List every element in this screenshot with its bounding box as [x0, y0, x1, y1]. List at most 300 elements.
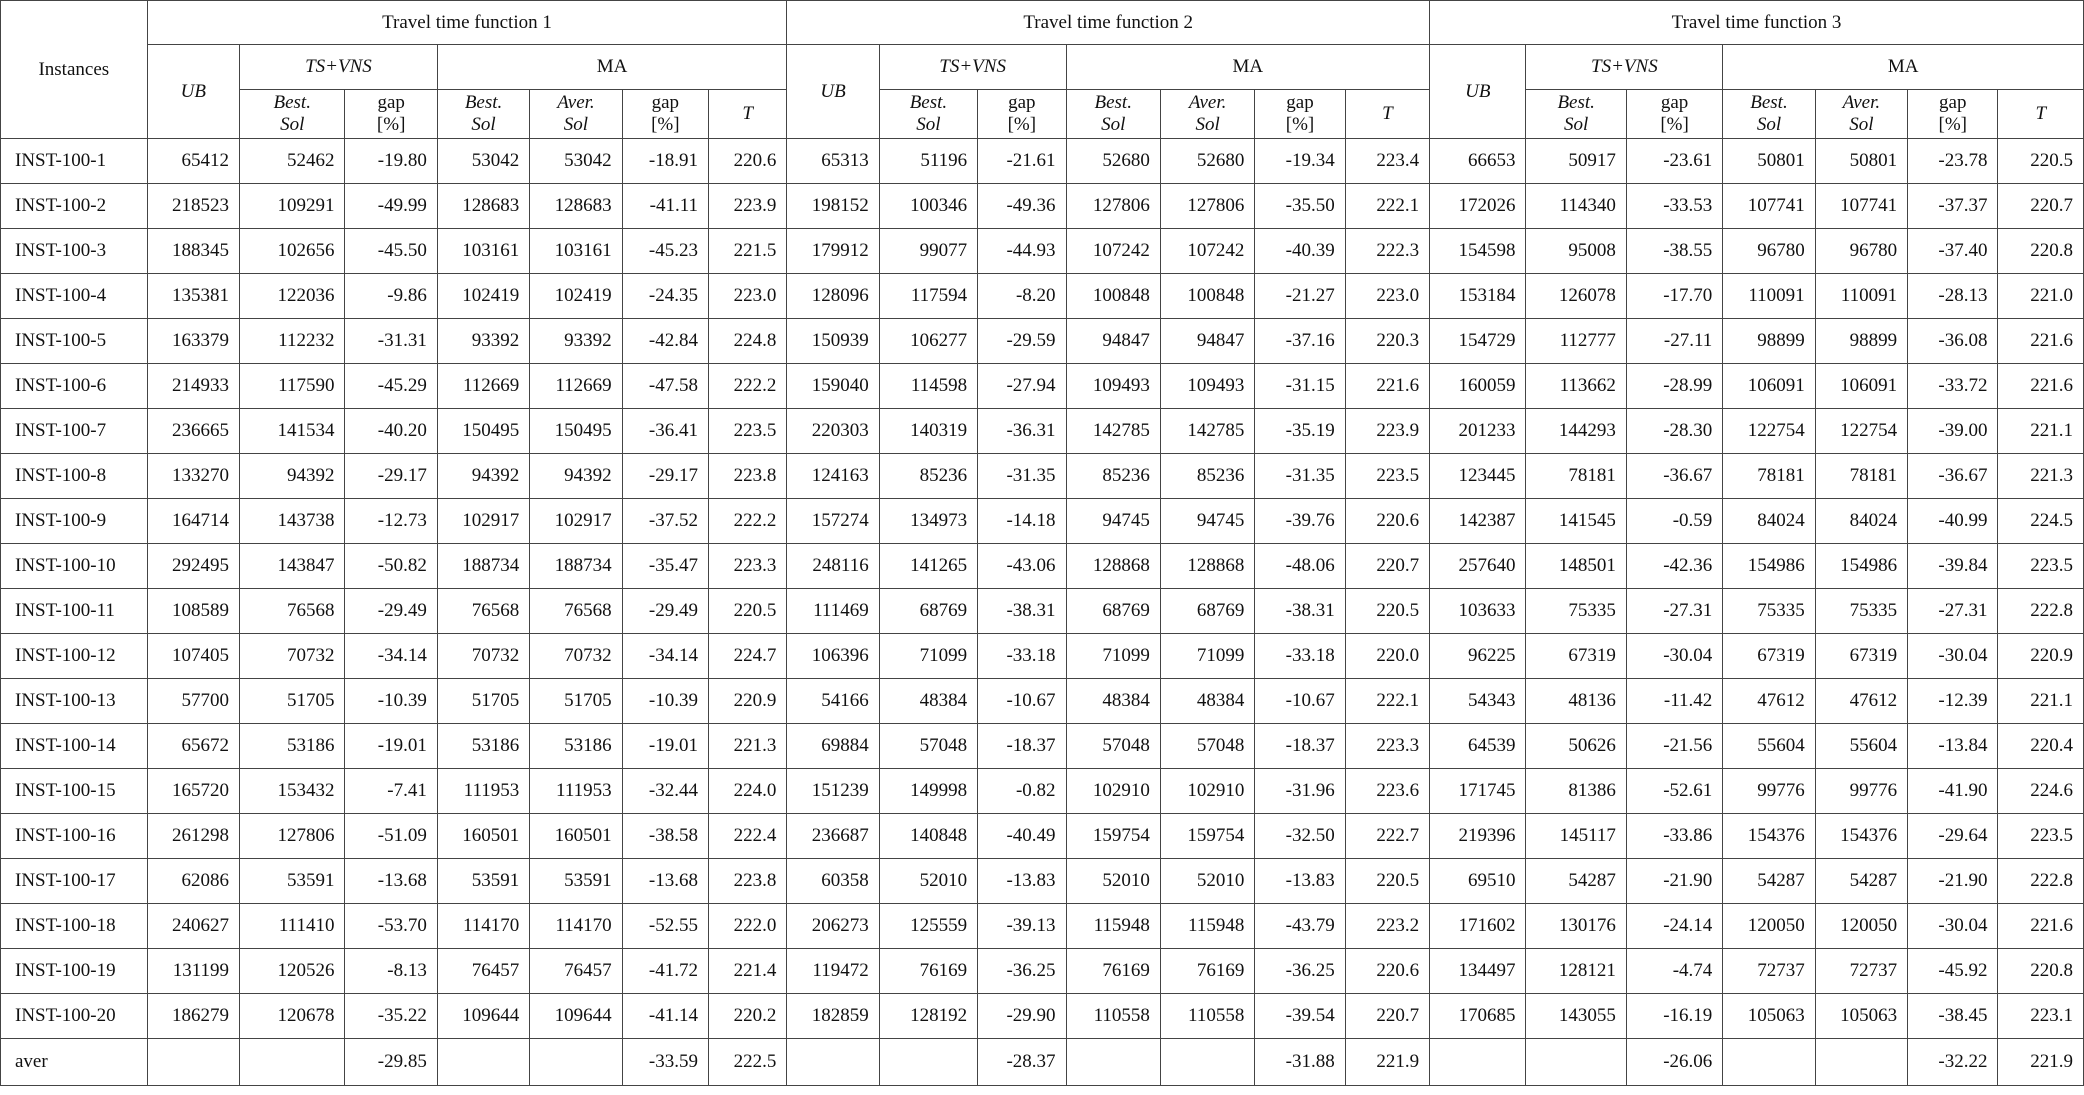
table-cell: 150939: [787, 319, 879, 364]
table-cell: 107741: [1815, 184, 1907, 229]
table-cell: 102910: [1066, 769, 1160, 814]
table-cell: 153184: [1430, 274, 1526, 319]
instance-name: INST-100-14: [1, 724, 148, 769]
table-cell: 164714: [147, 499, 239, 544]
table-cell: 102917: [530, 499, 622, 544]
t-header: [709, 90, 787, 139]
table-cell: 159040: [787, 364, 879, 409]
table-cell: 163379: [147, 319, 239, 364]
table-cell: -39.84: [1908, 544, 1998, 589]
gap-header: [1255, 90, 1345, 139]
ub-header: UB: [147, 45, 239, 139]
t-header-line-1: T: [2035, 103, 2047, 124]
table-row: [1, 184, 2084, 229]
table-cell: 76568: [530, 589, 622, 634]
table-cell: 143738: [240, 499, 345, 544]
table-row: [1, 1039, 2084, 1086]
table-cell: -18.91: [622, 139, 708, 184]
table-cell: -31.15: [1255, 364, 1345, 409]
table-cell: 236665: [147, 409, 239, 454]
table-cell: -10.39: [345, 679, 437, 724]
table-cell: 110558: [1066, 994, 1160, 1039]
table-cell: 154598: [1430, 229, 1526, 274]
table-cell: 222.5: [709, 1039, 787, 1086]
table-cell: -39.00: [1908, 409, 1998, 454]
table-cell: 127806: [240, 814, 345, 859]
table-cell: 96780: [1815, 229, 1907, 274]
table-cell: 53591: [437, 859, 529, 904]
table-cell: 214933: [147, 364, 239, 409]
table-cell: 55604: [1815, 724, 1907, 769]
table-cell: 221.6: [1345, 364, 1429, 409]
table-cell: 112232: [240, 319, 345, 364]
table-row: [1, 139, 2084, 184]
table-cell: 223.3: [709, 544, 787, 589]
table-cell: 220.7: [1345, 544, 1429, 589]
table-cell: -38.31: [978, 589, 1066, 634]
table-cell: 111953: [437, 769, 529, 814]
table-cell: -19.80: [345, 139, 437, 184]
table-cell: -30.04: [1626, 634, 1722, 679]
table-cell: -28.13: [1908, 274, 1998, 319]
table-cell: 223.4: [1345, 139, 1429, 184]
table-cell: -21.61: [978, 139, 1066, 184]
table-row: [1, 859, 2084, 904]
table-cell: 76457: [530, 949, 622, 994]
best-sol-header-line-2: Sol: [1564, 114, 1589, 135]
table-cell: 221.3: [709, 724, 787, 769]
table-cell: -28.37: [978, 1039, 1066, 1086]
table-row: [1, 679, 2084, 724]
table-cell: 128683: [530, 184, 622, 229]
table-cell: 66653: [1430, 139, 1526, 184]
table-cell: 60358: [787, 859, 879, 904]
table-cell: 48384: [1160, 679, 1254, 724]
table-cell: 131199: [147, 949, 239, 994]
table-cell: -29.64: [1908, 814, 1998, 859]
table-cell: 120050: [1723, 904, 1815, 949]
best-sol-header-line-2: Sol: [916, 114, 941, 135]
aver-sol-header: [1815, 90, 1907, 139]
table-cell: -21.90: [1908, 859, 1998, 904]
table-cell: -31.35: [978, 454, 1066, 499]
table-cell: 98899: [1723, 319, 1815, 364]
table-cell: -38.31: [1255, 589, 1345, 634]
table-cell: -48.06: [1255, 544, 1345, 589]
instance-name: INST-100-18: [1, 904, 148, 949]
table-cell: -36.08: [1908, 319, 1998, 364]
table-cell: 222.3: [1345, 229, 1429, 274]
table-cell: 144293: [1526, 409, 1626, 454]
table-cell: 51705: [530, 679, 622, 724]
table-cell: 78181: [1815, 454, 1907, 499]
table-cell: 55604: [1723, 724, 1815, 769]
table-cell: -30.04: [1908, 634, 1998, 679]
table-cell: -21.27: [1255, 274, 1345, 319]
table-cell: 224.8: [709, 319, 787, 364]
table-cell: 292495: [147, 544, 239, 589]
table-cell: -36.67: [1626, 454, 1722, 499]
table-cell: [1815, 1039, 1907, 1086]
table-cell: -29.59: [978, 319, 1066, 364]
instances-header: Instances: [1, 1, 148, 139]
table-cell: 106091: [1815, 364, 1907, 409]
table-cell: 223.3: [1345, 724, 1429, 769]
table-cell: 220.6: [1345, 499, 1429, 544]
table-cell: 134497: [1430, 949, 1526, 994]
table-cell: 112669: [530, 364, 622, 409]
table-cell: 188734: [437, 544, 529, 589]
table-cell: -19.34: [1255, 139, 1345, 184]
table-cell: 113662: [1526, 364, 1626, 409]
instance-name: INST-100-19: [1, 949, 148, 994]
gap-header-line-1: gap: [1660, 92, 1689, 113]
table-cell: 123445: [1430, 454, 1526, 499]
table-cell: -50.82: [345, 544, 437, 589]
table-cell: 103161: [530, 229, 622, 274]
table-cell: 70732: [240, 634, 345, 679]
table-cell: -28.30: [1626, 409, 1722, 454]
table-cell: 54343: [1430, 679, 1526, 724]
table-cell: 51705: [437, 679, 529, 724]
table-cell: -41.90: [1908, 769, 1998, 814]
table-cell: 128096: [787, 274, 879, 319]
table-cell: 120050: [1815, 904, 1907, 949]
table-cell: 128121: [1526, 949, 1626, 994]
table-cell: -41.72: [622, 949, 708, 994]
table-cell: 222.7: [1345, 814, 1429, 859]
table-cell: -41.11: [622, 184, 708, 229]
table-cell: -37.16: [1255, 319, 1345, 364]
tsvns-header: TS+VNS: [240, 45, 438, 90]
table-cell: 72737: [1815, 949, 1907, 994]
gap-header-line-2: [%]: [1938, 114, 1967, 135]
table-cell: 153432: [240, 769, 345, 814]
table-cell: -43.79: [1255, 904, 1345, 949]
instance-name: INST-100-9: [1, 499, 148, 544]
table-row: [1, 904, 2084, 949]
t-header: [1998, 90, 2084, 139]
table-cell: 141545: [1526, 499, 1626, 544]
instance-name: aver: [1, 1039, 148, 1086]
table-cell: 117594: [879, 274, 977, 319]
table-cell: 54287: [1815, 859, 1907, 904]
table-cell: 70732: [437, 634, 529, 679]
table-cell: 57700: [147, 679, 239, 724]
table-cell: 148501: [1526, 544, 1626, 589]
table-cell: 94745: [1066, 499, 1160, 544]
table-cell: -24.35: [622, 274, 708, 319]
table-cell: 72737: [1723, 949, 1815, 994]
table-cell: 220.4: [1998, 724, 2084, 769]
table-cell: 221.6: [1998, 319, 2084, 364]
instance-name: INST-100-2: [1, 184, 148, 229]
table-cell: 75335: [1815, 589, 1907, 634]
table-cell: -8.13: [345, 949, 437, 994]
table-cell: 51705: [240, 679, 345, 724]
gap-header-line-2: [%]: [651, 114, 680, 135]
table-cell: 99077: [879, 229, 977, 274]
table-cell: -12.73: [345, 499, 437, 544]
table-cell: -38.55: [1626, 229, 1722, 274]
table-cell: -49.36: [978, 184, 1066, 229]
table-cell: -39.76: [1255, 499, 1345, 544]
instance-name: INST-100-7: [1, 409, 148, 454]
table-cell: -33.59: [622, 1039, 708, 1086]
table-cell: 224.7: [709, 634, 787, 679]
gap-header-line-1: gap: [1008, 92, 1036, 113]
table-row: [1, 769, 2084, 814]
table-cell: 198152: [787, 184, 879, 229]
table-cell: -37.37: [1908, 184, 1998, 229]
gap-header: [622, 90, 708, 139]
table-cell: 220303: [787, 409, 879, 454]
table-cell: 150495: [530, 409, 622, 454]
best-sol-header-line-2: Sol: [1101, 114, 1126, 135]
table-cell: 52462: [240, 139, 345, 184]
table-cell: 220.7: [1998, 184, 2084, 229]
table-cell: 53186: [240, 724, 345, 769]
table-cell: -40.49: [978, 814, 1066, 859]
table-cell: 81386: [1526, 769, 1626, 814]
table-cell: 223.6: [1345, 769, 1429, 814]
best-sol-header: [1066, 90, 1160, 139]
table-cell: 221.5: [709, 229, 787, 274]
table-cell: 47612: [1723, 679, 1815, 724]
table-cell: -38.58: [622, 814, 708, 859]
table-cell: 223.0: [709, 274, 787, 319]
gap-header-line-1: gap: [377, 92, 405, 113]
table-cell: 221.4: [709, 949, 787, 994]
best-sol-header-line-1: Best.: [464, 92, 503, 113]
table-cell: 68769: [1066, 589, 1160, 634]
table-cell: 128868: [1066, 544, 1160, 589]
table-cell: 125559: [879, 904, 977, 949]
table-cell: 154986: [1815, 544, 1907, 589]
table-row: [1, 994, 2084, 1039]
table-cell: -34.14: [345, 634, 437, 679]
table-cell: -36.25: [978, 949, 1066, 994]
ma-header: MA: [1066, 45, 1430, 90]
table-cell: 57048: [879, 724, 977, 769]
table-cell: -23.61: [1626, 139, 1722, 184]
table-cell: 107741: [1723, 184, 1815, 229]
table-cell: [1430, 1039, 1526, 1086]
table-cell: 106277: [879, 319, 977, 364]
table-row: [1, 364, 2084, 409]
table-cell: 109493: [1066, 364, 1160, 409]
tsvns-header: TS+VNS: [1526, 45, 1723, 90]
table-cell: -35.19: [1255, 409, 1345, 454]
table-cell: [530, 1039, 622, 1086]
table-cell: -18.37: [978, 724, 1066, 769]
table-cell: 100346: [879, 184, 977, 229]
best-sol-header: [437, 90, 529, 139]
table-cell: 141265: [879, 544, 977, 589]
table-cell: 76169: [1160, 949, 1254, 994]
table-cell: 71099: [879, 634, 977, 679]
table-cell: -51.09: [345, 814, 437, 859]
table-cell: 127806: [1160, 184, 1254, 229]
aver-sol-header-line-2: Sol: [1849, 114, 1874, 135]
table-cell: 171602: [1430, 904, 1526, 949]
table-cell: 52010: [1160, 859, 1254, 904]
table-cell: -40.99: [1908, 499, 1998, 544]
best-sol-header-line-1: Best.: [273, 92, 311, 113]
table-row: [1, 949, 2084, 994]
table-cell: -39.13: [978, 904, 1066, 949]
aver-sol-header-line-1: Aver.: [1842, 92, 1881, 113]
table-cell: 220.5: [709, 589, 787, 634]
table-cell: 220.5: [1345, 859, 1429, 904]
table-row: [1, 724, 2084, 769]
table-cell: 48384: [1066, 679, 1160, 724]
table-row: [1, 274, 2084, 319]
table-cell: 220.0: [1345, 634, 1429, 679]
table-cell: 114598: [879, 364, 977, 409]
table-cell: 78181: [1723, 454, 1815, 499]
table-cell: 142785: [1160, 409, 1254, 454]
table-cell: -45.29: [345, 364, 437, 409]
table-row: [1, 814, 2084, 859]
table-row: [1, 544, 2084, 589]
table-cell: -36.67: [1908, 454, 1998, 499]
table-cell: 221.0: [1998, 274, 2084, 319]
group-header-1: Travel time function 1: [147, 1, 787, 45]
table-cell: 84024: [1723, 499, 1815, 544]
ub-header: UB: [1430, 45, 1526, 139]
table-cell: -36.41: [622, 409, 708, 454]
table-cell: 51196: [879, 139, 977, 184]
best-sol-header: [1526, 90, 1626, 139]
table-cell: 127806: [1066, 184, 1160, 229]
table-cell: -32.44: [622, 769, 708, 814]
table-cell: 122754: [1815, 409, 1907, 454]
table-cell: -39.54: [1255, 994, 1345, 1039]
table-cell: 240627: [147, 904, 239, 949]
table-cell: 94847: [1066, 319, 1160, 364]
table-cell: [879, 1039, 977, 1086]
table-cell: -47.58: [622, 364, 708, 409]
table-cell: -26.06: [1626, 1039, 1722, 1086]
table-cell: -13.68: [345, 859, 437, 904]
table-cell: 54166: [787, 679, 879, 724]
table-cell: 188734: [530, 544, 622, 589]
table-cell: 109291: [240, 184, 345, 229]
table-cell: 111953: [530, 769, 622, 814]
table-cell: -16.19: [1626, 994, 1722, 1039]
table-cell: -10.67: [1255, 679, 1345, 724]
table-cell: 154986: [1723, 544, 1815, 589]
table-cell: 50801: [1723, 139, 1815, 184]
best-sol-header-line-2: Sol: [280, 114, 305, 135]
table-cell: 67319: [1526, 634, 1626, 679]
table-cell: 222.8: [1998, 589, 2084, 634]
table-cell: 122754: [1723, 409, 1815, 454]
instance-name: INST-100-15: [1, 769, 148, 814]
table-cell: -17.70: [1626, 274, 1722, 319]
gap-header-line-2: [%]: [1007, 114, 1037, 135]
table-cell: 99776: [1815, 769, 1907, 814]
table-cell: 223.2: [1345, 904, 1429, 949]
table-cell: -27.31: [1626, 589, 1722, 634]
table-cell: 98899: [1815, 319, 1907, 364]
table-cell: 102917: [437, 499, 529, 544]
table-cell: -13.83: [1255, 859, 1345, 904]
table-cell: 160501: [437, 814, 529, 859]
table-cell: 223.9: [1345, 409, 1429, 454]
table-cell: 115948: [1160, 904, 1254, 949]
table-cell: -35.47: [622, 544, 708, 589]
table-cell: 154376: [1723, 814, 1815, 859]
table-cell: 220.5: [1345, 589, 1429, 634]
instance-name: INST-100-12: [1, 634, 148, 679]
table-cell: 222.1: [1345, 679, 1429, 724]
table-cell: -29.49: [622, 589, 708, 634]
table-cell: 149998: [879, 769, 977, 814]
table-cell: 114170: [437, 904, 529, 949]
table-cell: 71099: [1160, 634, 1254, 679]
table-cell: 85236: [879, 454, 977, 499]
table-cell: 224.5: [1998, 499, 2084, 544]
table-cell: 223.8: [709, 859, 787, 904]
table-cell: 76169: [879, 949, 977, 994]
table-cell: 75335: [1723, 589, 1815, 634]
table-cell: 62086: [147, 859, 239, 904]
table-cell: 170685: [1430, 994, 1526, 1039]
table-cell: 52010: [1066, 859, 1160, 904]
table-cell: 76169: [1066, 949, 1160, 994]
table-cell: [1066, 1039, 1160, 1086]
table-cell: -33.18: [978, 634, 1066, 679]
table-cell: 108589: [147, 589, 239, 634]
table-cell: 171745: [1430, 769, 1526, 814]
table-cell: 120678: [240, 994, 345, 1039]
table-cell: 221.6: [1998, 904, 2084, 949]
table-cell: -31.96: [1255, 769, 1345, 814]
table-cell: -12.39: [1908, 679, 1998, 724]
table-cell: 142387: [1430, 499, 1526, 544]
table-cell: 47612: [1815, 679, 1907, 724]
table-cell: 53591: [530, 859, 622, 904]
table-cell: 220.8: [1998, 229, 2084, 274]
table-cell: 257640: [1430, 544, 1526, 589]
table-cell: 71099: [1066, 634, 1160, 679]
table-cell: -14.18: [978, 499, 1066, 544]
table-cell: 54287: [1723, 859, 1815, 904]
table-cell: 105063: [1815, 994, 1907, 1039]
table-cell: 94392: [530, 454, 622, 499]
table-cell: 160501: [530, 814, 622, 859]
table-cell: 99776: [1723, 769, 1815, 814]
table-cell: -37.52: [622, 499, 708, 544]
table-cell: [1526, 1039, 1626, 1086]
table-cell: 93392: [437, 319, 529, 364]
table-cell: 157274: [787, 499, 879, 544]
table-cell: -42.36: [1626, 544, 1722, 589]
instance-name: INST-100-3: [1, 229, 148, 274]
table-cell: 103161: [437, 229, 529, 274]
aver-sol-header-line-2: Sol: [563, 114, 589, 135]
table-cell: 50626: [1526, 724, 1626, 769]
table-cell: 128683: [437, 184, 529, 229]
table-cell: -52.61: [1626, 769, 1722, 814]
table-row: [1, 319, 2084, 364]
gap-header-line-2: [%]: [376, 114, 406, 135]
table-cell: 57048: [1066, 724, 1160, 769]
table-cell: 64539: [1430, 724, 1526, 769]
aver-sol-header-line-1: Aver.: [1188, 92, 1227, 113]
